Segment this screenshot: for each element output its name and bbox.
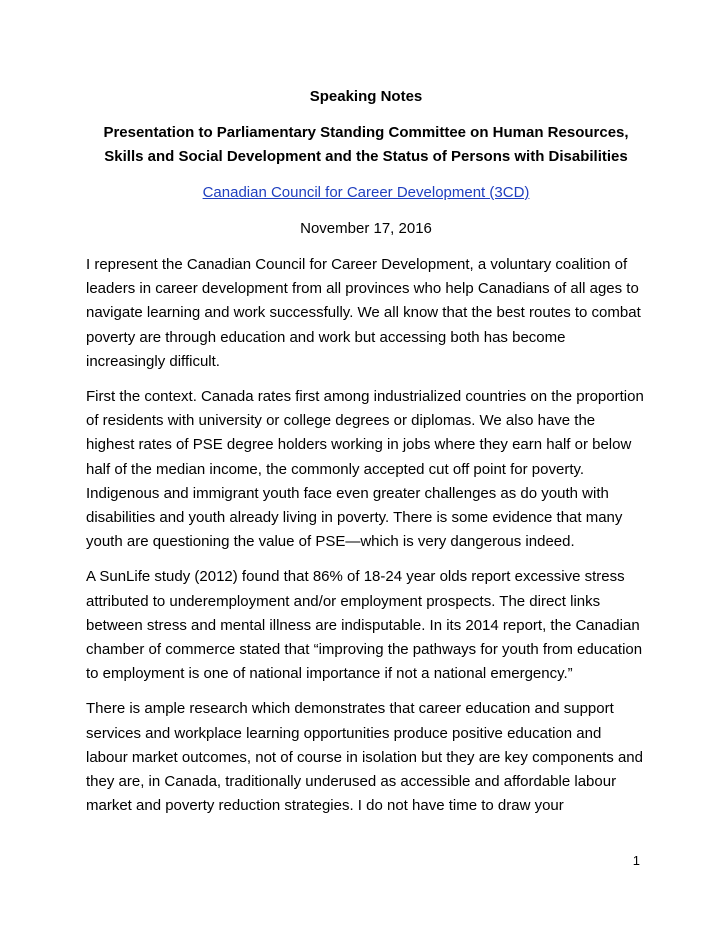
document-subtitle: Presentation to Parliamentary Standing Committee on Human Resources, Skills and Social Development and the Status of Persons with Disabilities: [103, 124, 629, 165]
page-number: 1: [632, 853, 640, 868]
organization-link[interactable]: Canadian Council for Career Development (3CD): [202, 184, 530, 201]
paragraph-research: There is ample research which demonstrates that career education and support services and workplace learning opportunities produce positive education and labour market outcomes, not of course in isolation but they are key components and they are, in Canada, traditionally underused as accessible and affordable labour market and poverty reduction strategies. I do not have time to draw your: [86, 700, 643, 815]
document-title: Speaking Notes: [309, 88, 423, 105]
document-body: [86, 85, 646, 829]
document-date: November 17, 2016: [300, 220, 432, 237]
paragraph-context: First the context. Canada rates first among industrialized countries on the proportion of residents with university or college degrees or diplomas. We also have the highest rates of PSE degree holders working in jobs where they earn half or below half of the median income, the commonly accepted cut off point for poverty. Indigenous and immigrant youth face even greater challenges as do youth with disabilities and youth already living in poverty. There is some evidence that many youth are questioning the value of PSE—which is very dangerous indeed.: [86, 388, 644, 551]
paragraph-sunlife-study: A SunLife study (2012) found that 86% of 18-24 year olds report excessive stress attributed to underemployment and/or employment prospects. The direct links between stress and mental illness are indisputable. In its 2014 report, the Canadian chamber of commerce stated that “improving the pathways for youth from education to employment is one of national importance if not a national emergency.”: [86, 568, 643, 683]
paragraph-intro: I represent the Canadian Council for Career Development, a voluntary coalition of leaders in career development from all provinces who help Canadians of all ages to navigate learning and work successfully. We all know that the best routes to combat poverty are through education and work but accessing both has become increasingly difficult.: [86, 256, 641, 370]
